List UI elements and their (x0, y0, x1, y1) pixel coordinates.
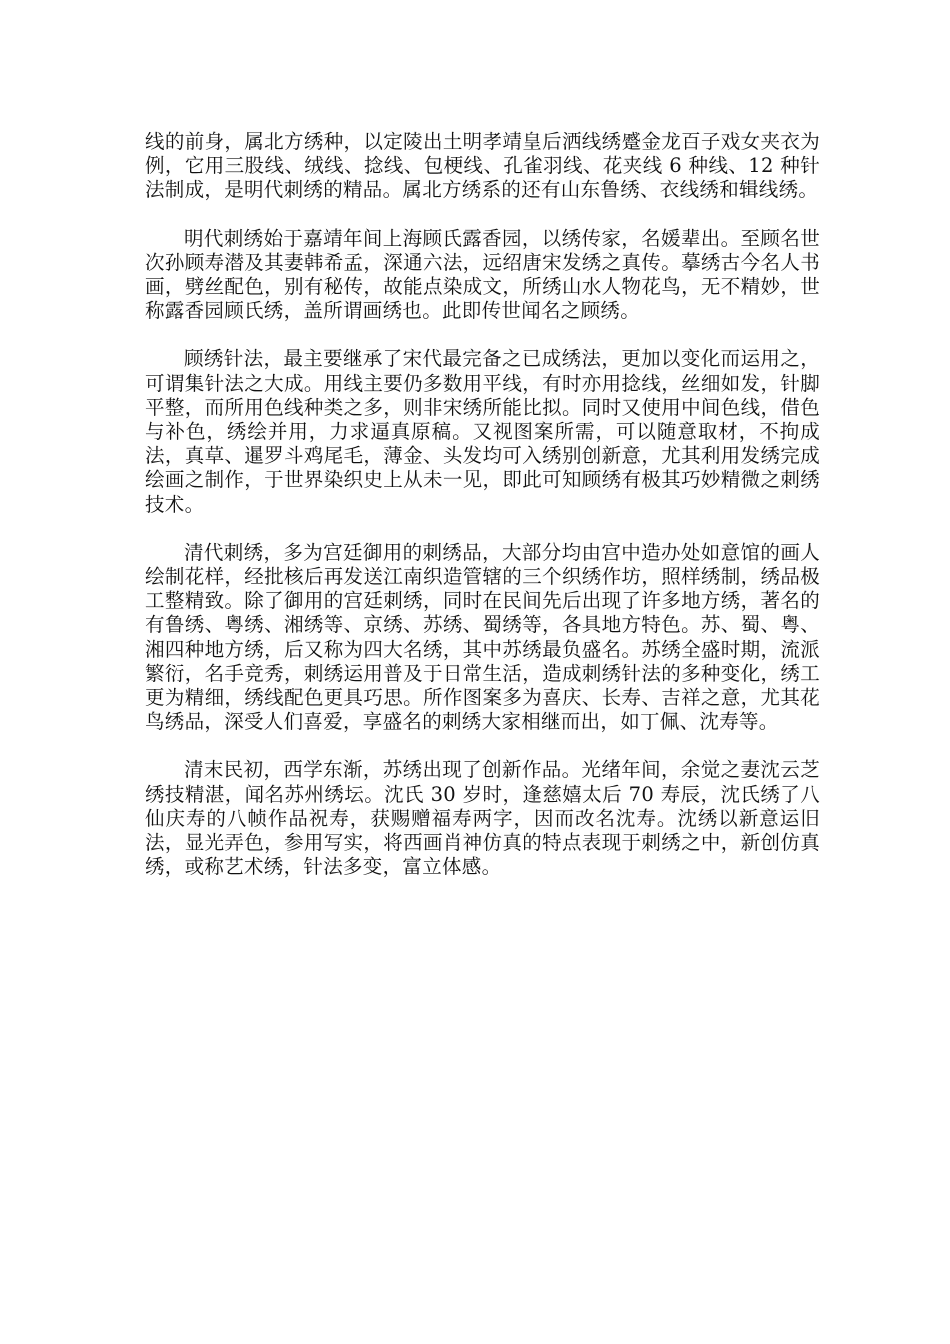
paragraph-2: 明代刺绣始于嘉靖年间上海顾氏露香园，以绣传家，名媛辈出。至顾名世次孙顾寿潜及其妻韩希孟，深通六法，远绍唐宋发绣之真传。摹绣古今名人书画，劈丝配色，别有秘传，故能点染成文，所绣山水人物花鸟，无不精妙，世称露香园顾氏绣，盖所谓画绣也。此即传世闻名之顾绣。 (145, 226, 820, 323)
paragraph-3: 顾绣针法，最主要继承了宋代最完备之已成绣法，更加以变化而运用之，可谓集针法之大成。用线主要仍多数用平线，有时亦用捻线，丝细如发，针脚平整，而所用色线种类之多，则非宋绣所能比拟。同时又使用中间色线，借色与补色，绣绘并用，力求逼真原稿。又视图案所需，可以随意取材，不拘成法，真草、暹罗斗鸡尾毛，薄金、头发均可入绣别创新意，尤其利用发绣完成绘画之制作，于世界染织史上从未一见，即此可知顾绣有极其巧妙精微之刺绣技术。 (145, 347, 820, 516)
paragraph-4: 清代刺绣，多为宫廷御用的刺绣品，大部分均由宫中造办处如意馆的画人绘制花样，经批核后再发送江南织造管辖的三个织绣作坊，照样绣制，绣品极工整精致。除了御用的宫廷刺绣，同时在民间先后出现了许多地方绣，著名的有鲁绣、粤绣、湘绣等、京绣、苏绣、蜀绣等，各具地方特色。苏、蜀、粤、湘四种地方绣，后又称为四大名绣，其中苏绣最负盛名。苏绣全盛时期，流派繁衍，名手竞秀，刺绣运用普及于日常生活，造成刺绣针法的多种变化，绣工更为精细，绣线配色更具巧思。所作图案多为喜庆、长寿、吉祥之意，尤其花鸟绣品，深受人们喜爱，享盛名的刺绣大家相继而出，如丁佩、沈寿等。 (145, 540, 820, 734)
document-page (145, 130, 820, 903)
paragraph-1: 线的前身，属北方绣种，以定陵出土明孝靖皇后洒线绣蹙金龙百子戏女夹衣为例，它用三股线、绒线、捻线、包梗线、孔雀羽线、花夹线 6 种线、12 种针法制成，是明代刺绣的精品。属北方绣系的还有山东鲁绣、衣线绣和辑线绣。 (145, 130, 820, 202)
paragraph-5: 清末民初，西学东渐，苏绣出现了创新作品。光绪年间，余觉之妻沈云芝绣技精湛，闻名苏州绣坛。沈氏 30 岁时，逢慈嬉太后 70 寿辰，沈氏绣了八仙庆寿的八帧作品祝寿，获赐赠福寿两字，因而改名沈寿。沈绣以新意运旧法，显光弄色，参用写实，将西画肖神仿真的特点表现于刺绣之中，新创仿真绣，或称艺术绣，针法多变，富立体感。 (145, 758, 820, 879)
